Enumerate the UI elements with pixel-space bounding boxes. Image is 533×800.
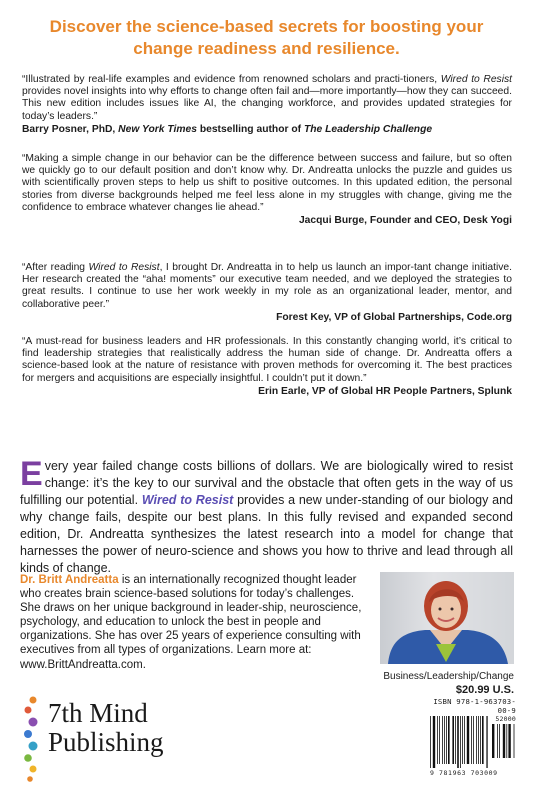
barcode-bar — [506, 724, 507, 758]
price-barcode-bars — [492, 724, 516, 762]
publisher-logo — [22, 695, 242, 785]
ean-digits: 9 781963 703009 — [430, 769, 498, 777]
endorsement-quote-4 — [22, 336, 512, 398]
quote-attribution: Forest Key, VP of Global Partnerships, Code.org — [276, 311, 512, 323]
quote-attribution: Jacqui Burge, Founder and CEO, Desk Yogi — [298, 215, 512, 227]
publisher-dots-icon — [22, 695, 44, 783]
barcode-bar — [439, 716, 440, 764]
barcode-bar — [480, 716, 481, 764]
barcode-bar — [442, 716, 443, 764]
endorsement-quote-3 — [22, 262, 512, 324]
barcode-bar — [514, 724, 515, 758]
price-label: $20.99 U.S. — [455, 684, 514, 696]
barcode-bar — [478, 716, 479, 764]
category-label: Business/Leadership/Change — [383, 671, 514, 682]
book-title: Wired to Resist — [141, 493, 234, 507]
quote-attribution: Barry Posner, PhD, New York Times bestselling author of The Leadership Challenge — [22, 123, 433, 135]
quote-text: “Making a simple change in our behavior can be the difference between success and failure, but so often we quickly go to our default position and don’t know why. Dr. Andreatta unlocks the puzzle and guides us with scientifically proven steps to help us shift to positive outcomes. In this updated edition, the personal stories from diverse backgrounds helped me feel less alone in my struggles with change, giving me the confidence to embrace whatever changes lie ahead.” — [22, 153, 512, 213]
author-name: Dr. Britt Andreatta — [20, 574, 119, 586]
barcode-bar — [452, 716, 454, 764]
endorsement-quote-1 — [22, 74, 512, 136]
barcode-bar — [476, 716, 477, 764]
publisher-name: 7th Mind Publishing — [48, 698, 164, 757]
barcode-bar — [462, 716, 463, 764]
endorsement-quote-2 — [22, 153, 512, 227]
barcode-bar — [455, 716, 456, 764]
barcode-bar — [467, 716, 469, 764]
barcode-bar — [473, 716, 474, 764]
barcode-bar — [503, 724, 505, 758]
barcode-bar — [430, 716, 431, 768]
barcode-bar — [508, 724, 510, 758]
barcode-bar — [497, 724, 498, 758]
ean-barcode-bars — [430, 716, 488, 768]
barcode-bar — [460, 716, 461, 768]
author-photo — [380, 572, 514, 664]
author-photo-illustration — [380, 572, 514, 664]
quote-text: “Illustrated by real-life examples and evidence from renowned scholars and practi-tioners, Wired to Resist provides novel insights into why efforts to change often fail and—more importantly—how they can succeed. This new edition includes issues like AI, the changing workforce, and provides updated strategies for today’s leaders.” — [22, 74, 513, 122]
barcode-bar — [444, 716, 445, 764]
barcode-bar — [492, 724, 494, 758]
quote-attribution: Erin Earle, VP of Global HR People Partners, Splunk — [258, 385, 512, 397]
quote-text: “After reading Wired to Resist, I brought Dr. Andreatta in to help us launch an impor-tant change initiative. Her research created the “aha! moments” our executive team needed, and we deployed the strategies to great results. I continue to use her work weekly in my role as an organizational leader, mentor, and collaborative peer.” — [22, 262, 512, 310]
isbn-number: ISBN 978-1-963703-00-9 — [433, 697, 516, 715]
barcode-bar — [437, 716, 438, 764]
barcode-bar — [446, 716, 447, 764]
drop-cap: E — [20, 455, 43, 493]
barcode-bar — [482, 716, 484, 764]
barcode-bar — [448, 716, 450, 764]
isbn-barcode — [430, 697, 516, 780]
headline: Discover the science-based secrets for boosting your change readiness and resilience. — [49, 17, 484, 58]
barcode-bar — [471, 716, 472, 764]
barcode-bar — [499, 724, 500, 758]
price-code: 52000 — [495, 715, 516, 723]
book-description: Every year failed change costs billions of dollars. We are biologically wired to resist change: it’s the key to our survival and the obstacle that often gets in the way of us fulfilling our potential. Wired to Resist provides a new under-standing of our biology and why change fails, despite our best plans. In this fully revised and expanded second edition, Dr. Andreatta synthesizes the latest research into a model for change that harnesses the power of neuro-science and shows you how to thrive and lead through all kinds of change. — [20, 455, 514, 575]
barcode-bar — [457, 716, 459, 768]
barcode-bar — [486, 716, 487, 768]
author-bio: Dr. Britt Andreatta is an internationally recognized thought leader who creates brain science-based solutions for today’s challenges. She draws on her unique background in leader-ship, neuroscience, psychology, and education to unlock the best in people and organizations. She has over 25 years of experience consulting with executives from all types of organizations. Learn more at: www.BrittAndreatta.com. — [20, 574, 362, 671]
barcode-bar — [464, 716, 465, 764]
quote-text: “A must-read for business leaders and HR professionals. In this constantly changing world, it’s critical to find leadership strategies that realistically address the human side of change. Dr. Andreatta offers a science-based look at the nature of resistance with proven methods for overcoming it. The best practices for mergers and acquisitions are especially insightful. I couldn’t put it down.” — [22, 336, 512, 384]
barcode-bar — [433, 716, 435, 768]
